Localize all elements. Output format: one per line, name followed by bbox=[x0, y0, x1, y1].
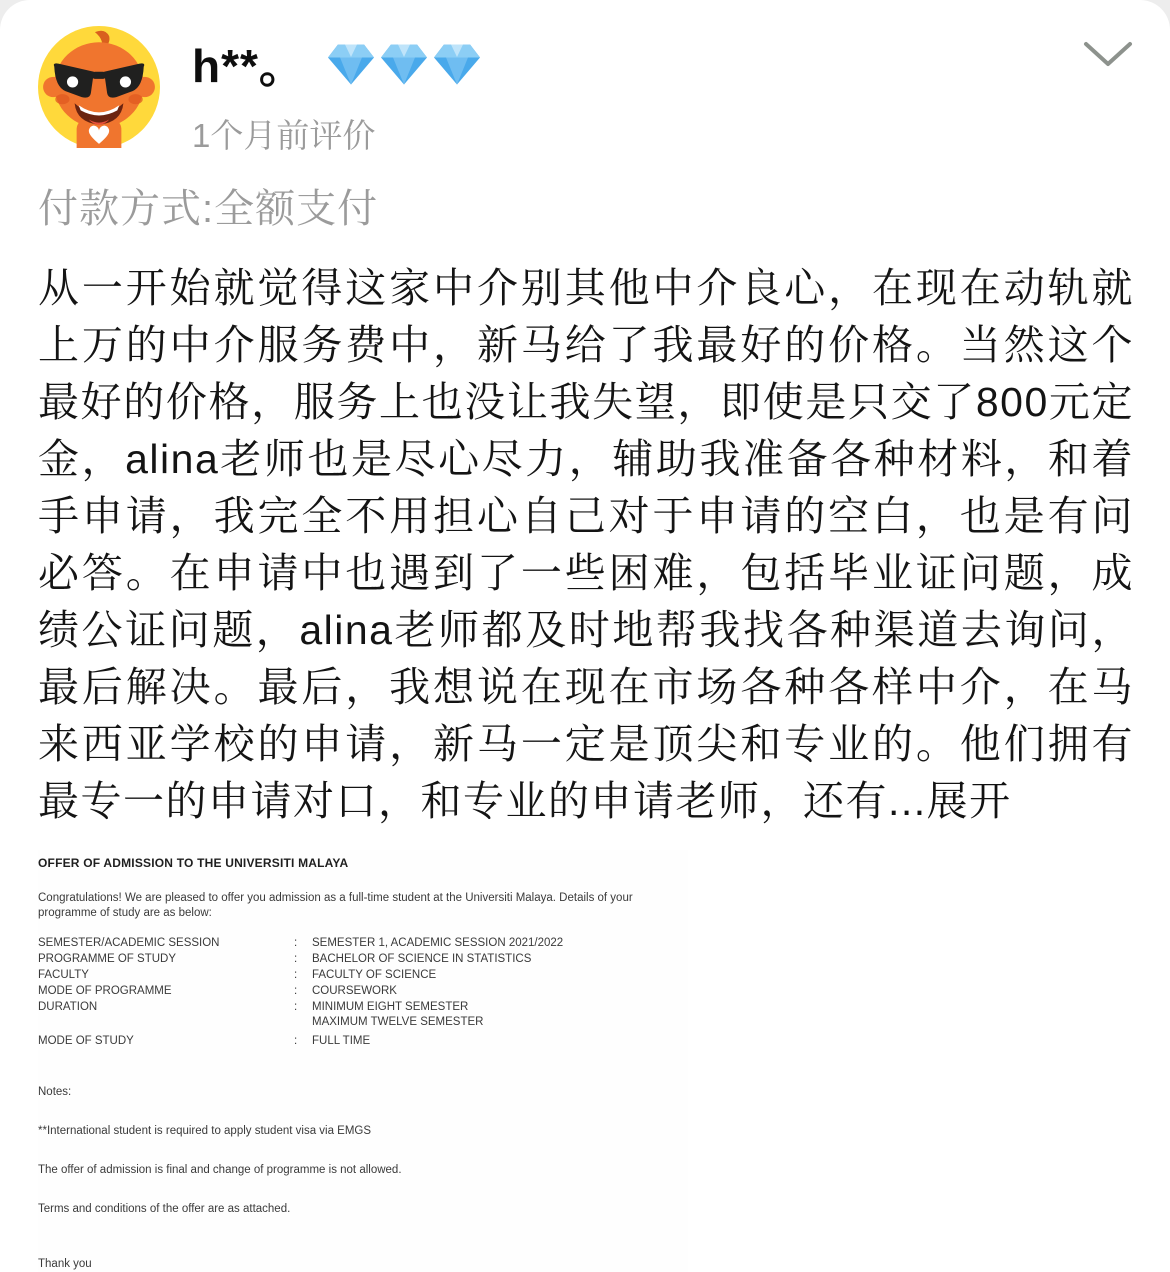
table-row bbox=[38, 968, 688, 983]
diamond-icon bbox=[326, 41, 376, 87]
review-body-text: 从一开始就觉得这家中介别其他中介良心，在现在动轨就上万的中介服务费中，新马给了我最好的价格。当然这个最好的价格，服务上也没让我失望，即使是只交了800元定金，alina老师也是尽心尽力，辅助我准备各种材料，和着手申请，我完全不用担心自己对于申请的空白，也是有问必答。在申请中也遇到了一些困难，包括毕业证问题，成绩公证问题，alina老师都及时地帮我找各种渠道去询问，最后解决。最后，我想说在现在市场各种各样中介，在马来西亚学校的申请，新马一定是顶尖和专业的。他们拥有最专一的申请对口，和专业的申请老师，还有... bbox=[38, 265, 1134, 824]
diamond-icon bbox=[379, 41, 429, 87]
table-row bbox=[38, 984, 688, 999]
row-colon: : bbox=[294, 953, 298, 965]
row-value-line1: MINIMUM EIGHT SEMESTER bbox=[312, 1001, 469, 1013]
letter-note: **International student is required to apply student visa via EMGS bbox=[38, 1125, 372, 1137]
chevron-down-icon[interactable] bbox=[1082, 40, 1134, 70]
row-label: MODE OF STUDY bbox=[38, 1035, 134, 1047]
header-texts bbox=[192, 26, 482, 157]
letter-detail-table bbox=[38, 936, 688, 1049]
table-row bbox=[38, 952, 688, 967]
table-row bbox=[38, 1000, 688, 1030]
row-colon: : bbox=[294, 937, 298, 949]
row-label: FACULTY bbox=[38, 969, 89, 981]
row-value bbox=[312, 1000, 688, 1030]
letter-intro: Congratulations! We are pleased to offer you admission as a full-time student at the Universiti Malaya. Details of your programme of study are as below: bbox=[38, 892, 633, 919]
row-label: PROGRAMME OF STUDY bbox=[38, 953, 177, 965]
letter-title: OFFER OF ADMISSION TO THE UNIVERSITI MALAYA bbox=[38, 856, 349, 870]
row-value: FULL TIME bbox=[312, 1035, 371, 1047]
review-time: 1个月前评价 bbox=[192, 117, 376, 154]
row-label: DURATION bbox=[38, 1001, 98, 1013]
row-label: MODE OF PROGRAMME bbox=[38, 985, 172, 997]
username: h**。 bbox=[192, 40, 306, 92]
row-value: BACHELOR OF SCIENCE IN STATISTICS bbox=[312, 953, 532, 965]
row-value: COURSEWORK bbox=[312, 985, 397, 997]
taobao-mascot-icon bbox=[38, 26, 160, 148]
review-header bbox=[38, 26, 1132, 157]
row-colon: : bbox=[294, 1035, 298, 1047]
row-label: SEMESTER/ACADEMIC SESSION bbox=[38, 937, 220, 949]
row-colon: : bbox=[294, 1001, 298, 1013]
row-colon: : bbox=[294, 985, 298, 997]
row-value: SEMESTER 1, ACADEMIC SESSION 2021/2022 bbox=[312, 937, 564, 949]
avatar bbox=[38, 26, 160, 148]
table-row bbox=[38, 1034, 688, 1049]
diamond-icon bbox=[432, 41, 482, 87]
letter-closing: Thank you bbox=[38, 1258, 92, 1270]
letter-notes-label: Notes: bbox=[38, 1086, 72, 1098]
letter-note: The offer of admission is final and change of programme is not allowed. bbox=[38, 1164, 402, 1176]
member-level-icons bbox=[326, 41, 482, 87]
row-value: FACULTY OF SCIENCE bbox=[312, 969, 437, 981]
row-value-line2: MAXIMUM TWELVE SEMESTER bbox=[312, 1016, 484, 1028]
table-row bbox=[38, 936, 688, 951]
letter-note: Terms and conditions of the offer are as attached. bbox=[38, 1203, 291, 1215]
expand-link[interactable]: 展开 bbox=[926, 778, 1012, 824]
review-photo-admission-letter[interactable] bbox=[38, 850, 688, 1272]
payment-method: 付款方式:全额支付 bbox=[38, 187, 379, 231]
row-colon: : bbox=[294, 969, 298, 981]
name-row bbox=[192, 30, 482, 96]
review-text bbox=[38, 260, 1134, 830]
